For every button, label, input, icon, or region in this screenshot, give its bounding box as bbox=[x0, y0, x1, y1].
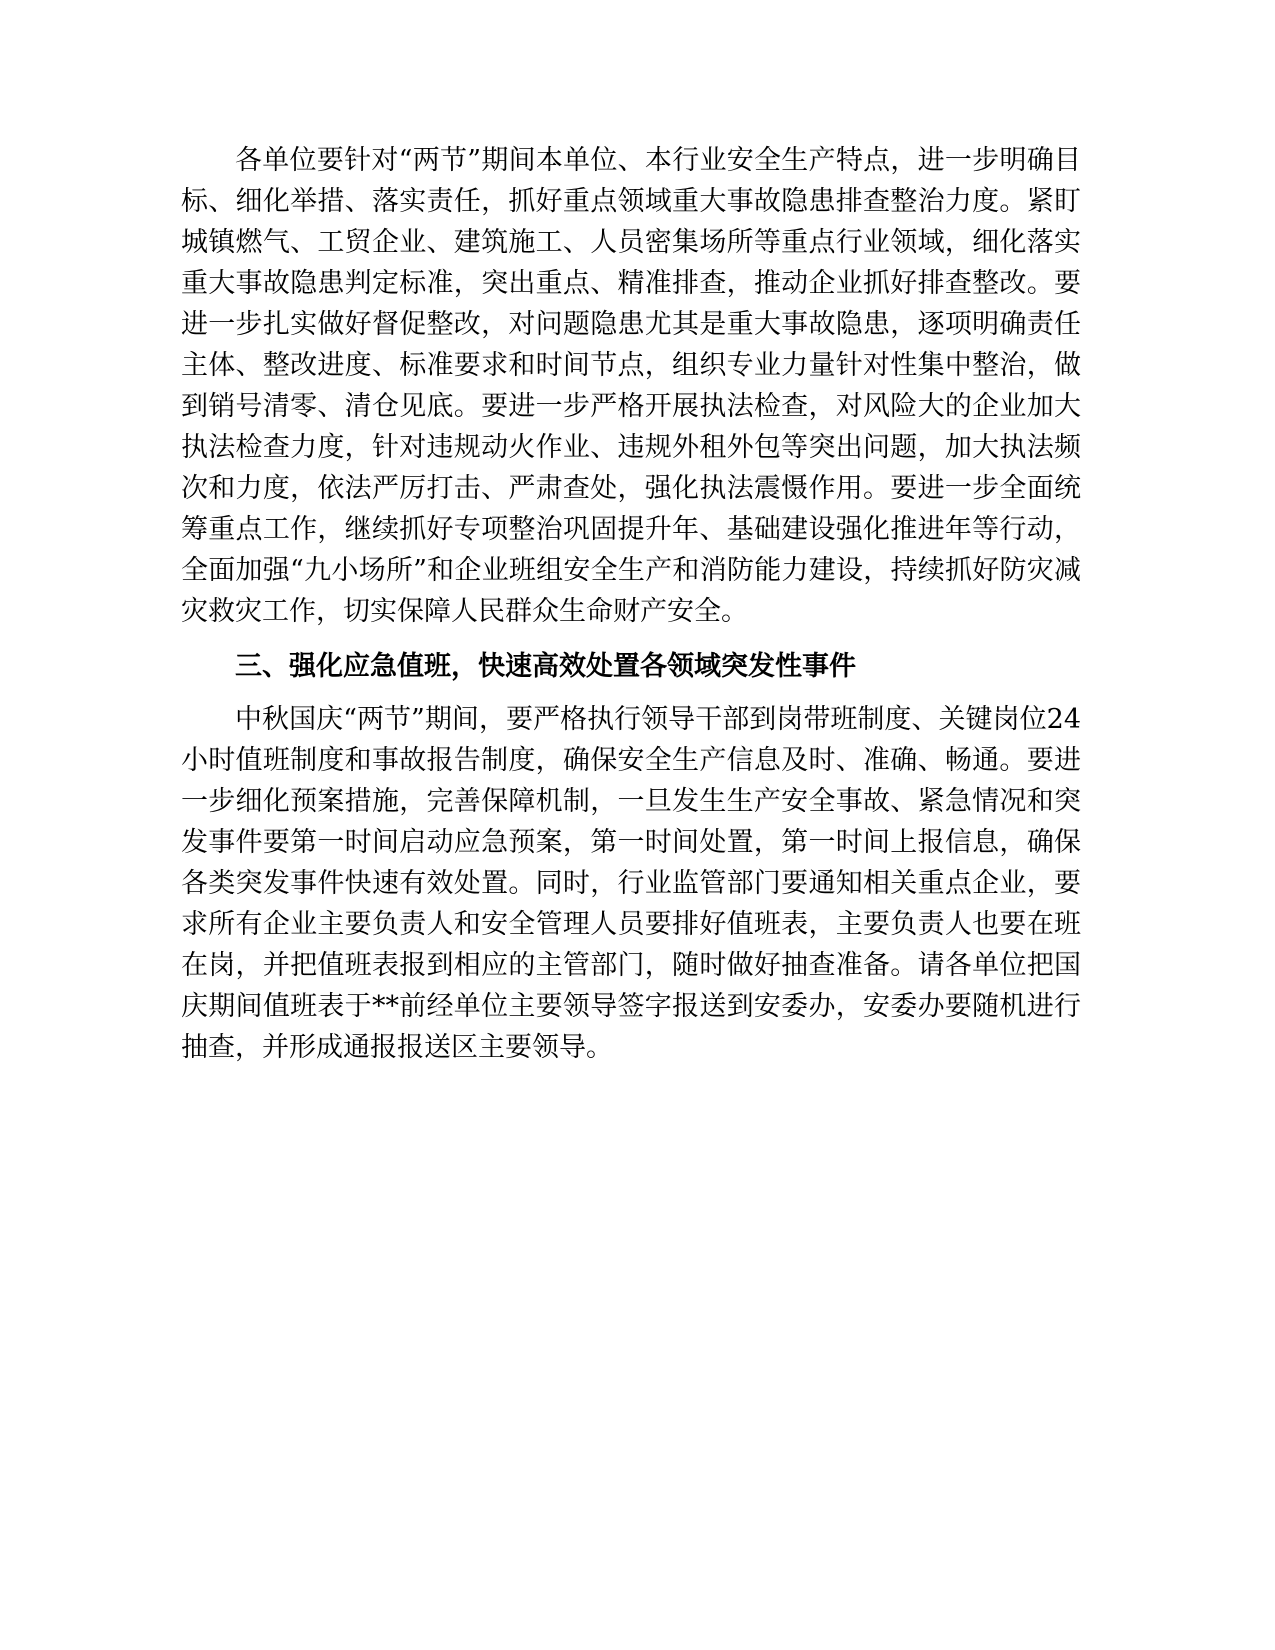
body-paragraph: 各单位要针对“两节”期间本单位、本行业安全生产特点，进一步明确目标、细化举措、落实责任，抓好重点领域重大事故隐患排查整治力度。紧盯城镇燃气、工贸企业、建筑施工、人员密集场所等重点行业领域，细化落实重大事故隐患判定标准，突出重点、精准排查，推动企业抓好排查整改。要进一步扎实做好督促整改，对问题隐患尤其是重大事故隐患，逐项明确责任主体、整改进度、标准要求和时间节点，组织专业力量针对性集中整治，做到销号清零、清仓见底。要进一步严格开展执法检查，对风险大的企业加大执法检查力度，针对违规动火作业、违规外租外包等突出问题，加大执法频次和力度，依法严厉打击、严肃查处，强化执法震慑作用。要进一步全面统筹重点工作，继续抓好专项整治巩固提升年、基础建设强化推进年等行动，全面加强“九小场所”和企业班组安全生产和消防能力建设，持续抓好防灾减灾救灾工作，切实保障人民群众生命财产安全。 bbox=[181, 145, 1081, 627]
section-heading: 三、强化应急值班，快速高效处置各领域突发性事件 bbox=[235, 651, 856, 682]
document-body bbox=[181, 140, 1081, 1068]
body-paragraph: 中秋国庆“两节”期间，要严格执行领导干部到岗带班制度、关键岗位24小时值班制度和事故报告制度，确保安全生产信息及时、准确、畅通。要进一步细化预案措施，完善保障机制，一旦发生生产安全事故、紧急情况和突发事件要第一时间启动应急预案，第一时间处置，第一时间上报信息，确保各类突发事件快速有效处置。同时，行业监管部门要通知相关重点企业，要求所有企业主要负责人和安全管理人员要排好值班表，主要负责人也要在班在岗，并把值班表报到相应的主管部门，随时做好抽查准备。请各单位把国庆期间值班表于**前经单位主要领导签字报送到安委办，安委办要随机进行抽查，并形成通报报送区主要领导。 bbox=[181, 704, 1081, 1063]
